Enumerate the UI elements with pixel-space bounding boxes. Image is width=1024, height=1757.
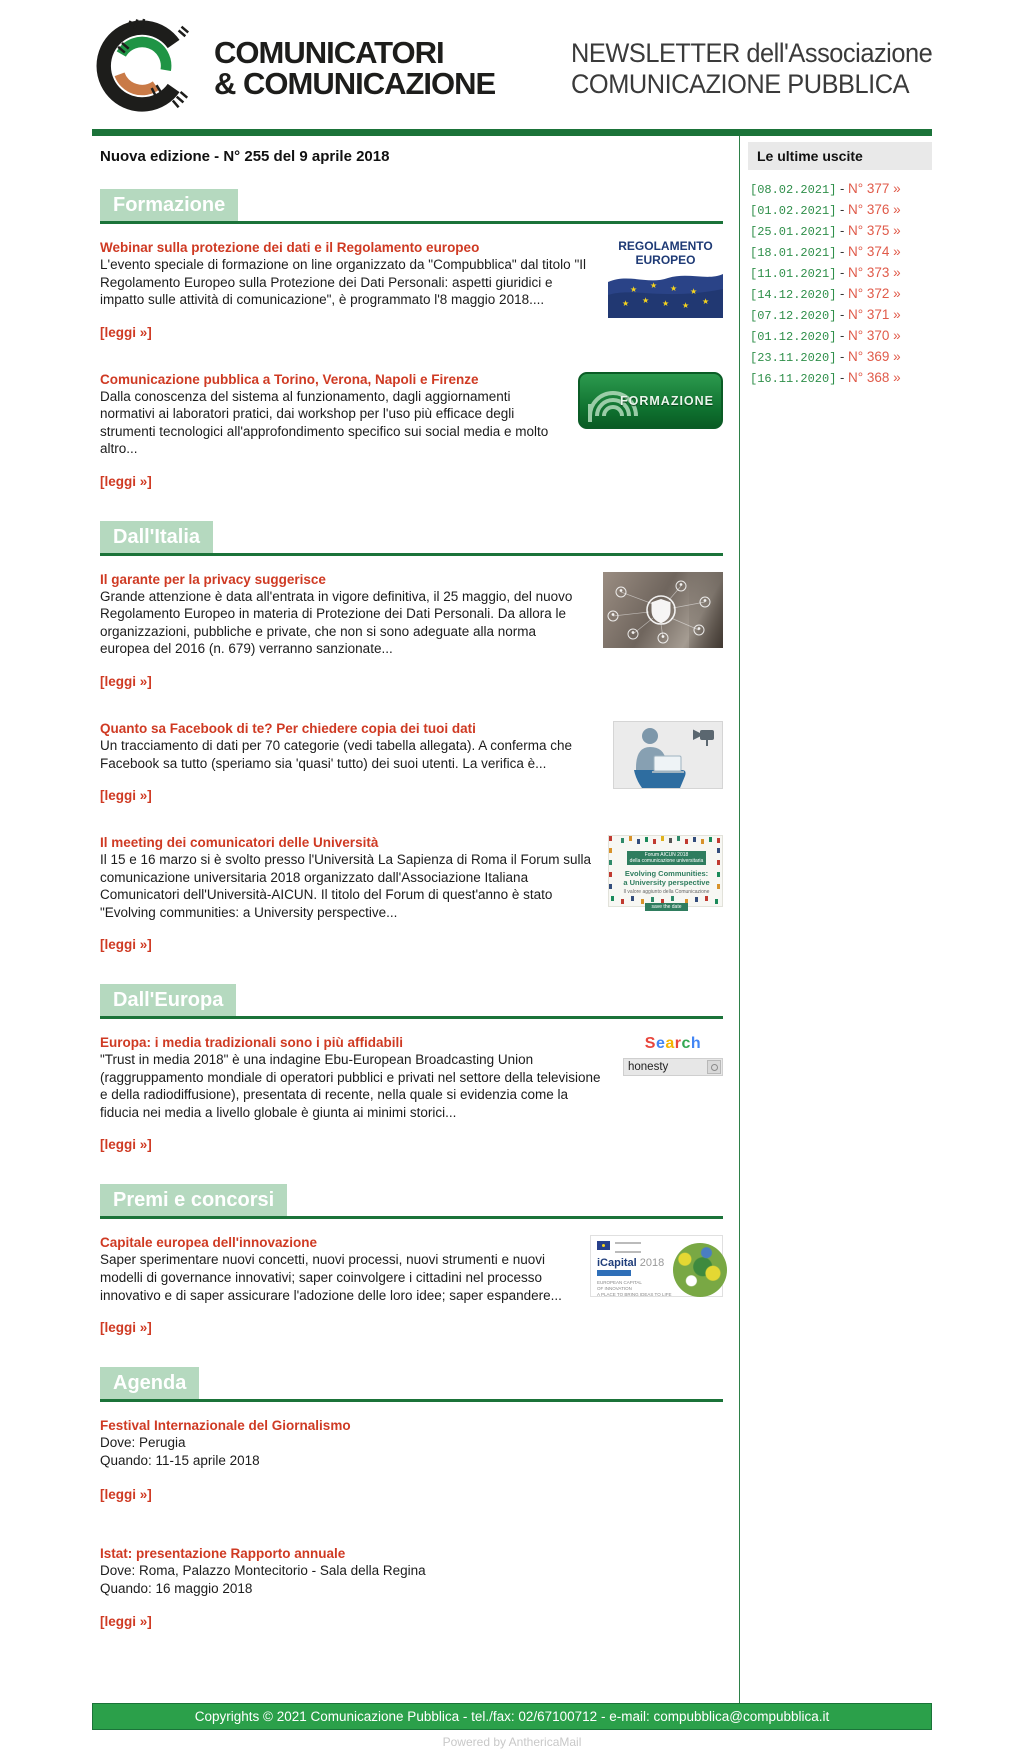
eu-flag-mini-icon xyxy=(597,1241,610,1250)
save-the-date-button: save the date xyxy=(645,903,687,911)
article-image-icapital[interactable] xyxy=(590,1235,723,1297)
issue-link[interactable]: N° 372 » xyxy=(847,286,901,301)
association-logo[interactable] xyxy=(92,18,198,119)
read-more-link[interactable]: [leggi »] xyxy=(100,674,152,690)
icapital-badge xyxy=(597,1270,631,1276)
person-laptop-camera-icon xyxy=(614,722,722,788)
section-header-dalleuropa xyxy=(100,984,723,1019)
issue-date: [11.01.2021] xyxy=(750,267,837,281)
issue-date: [25.01.2021] xyxy=(750,225,837,239)
privacy-network-icon xyxy=(603,572,723,648)
newsletter-title xyxy=(571,38,932,100)
issue-link[interactable]: N° 369 » xyxy=(847,349,901,364)
issue-link[interactable]: N° 370 » xyxy=(847,328,901,343)
issue-item: [23.11.2020] - N° 369 » xyxy=(750,349,901,365)
poster-badge: Forum AICUN 2018 della comunicazione universitaria xyxy=(627,851,707,865)
issue-link[interactable]: N° 375 » xyxy=(847,223,901,238)
article-image-search-honesty[interactable] xyxy=(623,1035,723,1085)
section-label: Dall'Europa xyxy=(100,984,236,1016)
read-more-link[interactable]: [leggi »] xyxy=(100,788,152,804)
regolamento-text-line1: REGOLAMENTO xyxy=(618,239,713,253)
poster-title: Evolving Communities: a University perspective xyxy=(623,869,710,887)
svg-text:★: ★ xyxy=(662,298,670,308)
svg-text:★: ★ xyxy=(682,300,690,310)
article-capitale-innovazione xyxy=(100,1235,723,1337)
issue-link[interactable]: N° 371 » xyxy=(847,307,901,322)
newsletter-line-1: NEWSLETTER dell'Associazione xyxy=(570,37,932,68)
edition-title: Nuova edizione - N° 255 del 9 aprile 2018 xyxy=(100,148,390,165)
article-image-aicun-poster[interactable] xyxy=(608,835,723,911)
article-image-regolamento-europeo[interactable] xyxy=(608,240,723,324)
event-location: Dove: Roma, Palazzo Montecitorio - Sala della Regina xyxy=(100,1562,426,1578)
svg-text:★: ★ xyxy=(670,283,678,293)
article-body: Saper sperimentare nuovi concetti, nuovi processi, nuovi strumenti e nuovi modelli di governance innovativi; saper coinvolgere i cittadini nel processo innovativo e di saper assicurare l'adozione delle loro idee; saper espandere... xyxy=(100,1252,562,1303)
section-header-premi-e-concorsi xyxy=(100,1184,723,1219)
search-query-text: honesty xyxy=(628,1061,669,1074)
sidebar-latest-issues xyxy=(740,136,932,1703)
article-body: Dalla conoscenza del sistema al funzionamento, dagli aggiornamenti normativi ai laboratori pratici, dai workshop per l'uso più efficace degli strumenti tecnologici all'approfondimento specifico sui social media e molto altro... xyxy=(100,388,549,457)
article-title[interactable]: Europa: i media tradizionali sono i più affidabili xyxy=(100,1035,404,1051)
header-divider-bar xyxy=(92,129,932,136)
read-more-link[interactable]: [leggi »] xyxy=(100,937,152,953)
issue-item: [08.02.2021] - N° 377 » xyxy=(750,181,901,197)
article-facebook-dati xyxy=(100,721,723,805)
read-more-link[interactable]: [leggi »] xyxy=(100,1137,152,1153)
city-map-circle-icon xyxy=(673,1243,727,1297)
issue-item: [11.01.2021] - N° 373 » xyxy=(750,265,901,281)
newsletter-page xyxy=(92,0,932,1757)
issue-link[interactable]: N° 374 » xyxy=(847,244,901,259)
article-webinar-protezione-dati xyxy=(100,240,723,342)
article-body: Un tracciamento di dati per 70 categorie (vedi tabella allegata). A conferma che Facebook sa tutto (speriamo sia 'quasi' tutto) dei suoi utenti. La verifica è... xyxy=(100,738,573,771)
issue-date: [23.11.2020] xyxy=(750,351,837,365)
section-header-agenda xyxy=(100,1367,723,1402)
issue-item: [14.12.2020] - N° 372 » xyxy=(750,286,901,302)
article-body: L'evento speciale di formazione on line organizzato da "Compubblica" dal titolo "Il Regolamento Europeo sulla Protezione dei Dati Personali: aspetti giuridici e impatto sulle attività di comunicazione", è programmato l'8 maggio 2018.... xyxy=(100,257,586,308)
brand-wordmark xyxy=(214,35,496,101)
issue-item: [25.01.2021] - N° 375 » xyxy=(750,223,901,239)
article-title[interactable]: Capitale europea dell'innovazione xyxy=(100,1235,318,1251)
section-label: Formazione xyxy=(100,189,238,221)
issue-link[interactable]: N° 373 » xyxy=(847,265,901,280)
event-date: Quando: 16 maggio 2018 xyxy=(100,1580,253,1596)
event-location: Dove: Perugia xyxy=(100,1435,186,1451)
svg-text:★: ★ xyxy=(650,280,658,290)
article-trust-in-media xyxy=(100,1035,723,1154)
svg-text:★: ★ xyxy=(622,298,630,308)
svg-text:★: ★ xyxy=(702,296,710,306)
newsletter-line-2: COMUNICAZIONE PUBBLICA xyxy=(570,68,909,99)
issue-date: [16.11.2020] xyxy=(750,372,837,386)
header xyxy=(92,0,932,129)
article-title[interactable]: Il meeting dei comunicatori delle Università xyxy=(100,835,379,851)
icapital-title: iCapital 2018 xyxy=(597,1257,665,1270)
commission-text-placeholder xyxy=(615,1242,641,1253)
search-logo: Search xyxy=(644,1035,702,1053)
brand-line-2: & COMUNICAZIONE xyxy=(214,65,496,101)
eu-flag-icon xyxy=(608,268,723,318)
section-header-formazione xyxy=(100,189,723,224)
article-meeting-universita xyxy=(100,835,723,954)
association-logo-icon xyxy=(92,18,198,114)
read-more-link[interactable]: [leggi »] xyxy=(100,473,152,489)
read-more-link[interactable]: [leggi »] xyxy=(100,1614,152,1629)
article-comunicazione-pubblica-citta xyxy=(100,372,723,491)
issue-date: [01.12.2020] xyxy=(750,330,837,344)
search-magnifier-button[interactable] xyxy=(707,1060,721,1074)
issue-link[interactable]: N° 368 » xyxy=(847,370,901,385)
issue-item: [01.12.2020] - N° 370 » xyxy=(750,328,901,344)
article-garante-privacy xyxy=(100,572,723,691)
article-title[interactable]: Webinar sulla protezione dei dati e il Regolamento europeo xyxy=(100,240,480,255)
issue-date: [07.12.2020] xyxy=(750,309,837,323)
svg-text:★: ★ xyxy=(690,286,698,296)
powered-by: Powered by AnthericaMail xyxy=(442,1735,582,1749)
event-festival-giornalismo xyxy=(100,1418,723,1503)
read-more-link[interactable]: [leggi »] xyxy=(100,324,152,340)
article-title[interactable]: Il garante per la privacy suggerisce xyxy=(100,571,326,587)
read-more-link[interactable]: [leggi »] xyxy=(100,1320,152,1336)
article-body: Grande attenzione è data all'entrata in vigore definitiva, il 25 maggio, del nuovo Regolamento Europeo in materia di Protezione dei Dati Personali. Da allora le organizzazioni, pubbliche e private, che non si sono adeguate alla norma europea del 2016 (n. 679) verranno sanzionate... xyxy=(100,588,573,657)
issue-item: [18.01.2021] - N° 374 » xyxy=(750,244,901,260)
issue-date: [08.02.2021] xyxy=(750,183,837,197)
sidebar-title: Le ultime uscite xyxy=(748,142,932,170)
issue-item: [01.02.2021] - N° 376 » xyxy=(750,202,901,218)
issue-item: [16.11.2020] - N° 368 » xyxy=(750,370,901,386)
section-label: Premi e concorsi xyxy=(100,1184,287,1216)
article-body: "Trust in media 2018" è una indagine Ebu-European Broadcasting Union (raggruppamento mondiale di operatori pubblici e privati nel settore della televisione e della radiodiffusione), presentata di recente, nella quale si evidenzia come la fiducia nei media a livello globale è giunta ai minimi storici... xyxy=(100,1052,601,1120)
poster-subtitle: Il valore aggiunto della Comunicazione xyxy=(623,889,710,896)
footer-copyright-bar: Copyrights © 2021 Comunicazione Pubblica - tel./fax: 02/67100712 - e-mail: compubblica@compubblica.it xyxy=(92,1703,932,1730)
issue-item: [07.12.2020] - N° 371 » xyxy=(750,307,901,323)
section-label: Agenda xyxy=(100,1367,199,1399)
brand-line-1: COMUNICATORI xyxy=(214,35,444,71)
article-body: Il 15 e 16 marzo si è svolto presso l'Università La Sapienza di Roma il Forum sulla comunicazione universitaria 2018 organizzato dall'Associazione Italiana Comunicatori dell'Università-AICUN. Il titolo del Forum di quest'anno è stato "Evolving communities: a University perspective... xyxy=(100,852,592,920)
svg-text:★: ★ xyxy=(642,295,650,305)
article-image-privacy-shield[interactable] xyxy=(603,572,723,648)
issue-date: [18.01.2021] xyxy=(750,246,837,260)
article-image-formazione-button[interactable] xyxy=(578,372,723,429)
formazione-button-label: FORMAZIONE xyxy=(620,393,715,408)
issue-link[interactable]: N° 377 » xyxy=(847,181,901,196)
event-title[interactable]: Istat: presentazione Rapporto annuale xyxy=(100,1545,346,1561)
article-title[interactable]: Comunicazione pubblica a Torino, Verona, Napoli e Firenze xyxy=(100,371,479,387)
event-title[interactable]: Festival Internazionale del Giornalismo xyxy=(100,1418,351,1434)
issue-date: [14.12.2020] xyxy=(750,288,837,302)
issue-link[interactable]: N° 376 » xyxy=(847,202,901,217)
section-header-dallitalia xyxy=(100,521,723,556)
article-image-facebook-surveillance[interactable] xyxy=(613,721,723,789)
event-date: Quando: 11-15 aprile 2018 xyxy=(100,1453,260,1469)
article-title[interactable]: Quanto sa Facebook di te? Per chiedere copia dei tuoi dati xyxy=(100,721,476,737)
icapital-tagline: EUROPEAN CAPITAL OF INNOVATION A PLACE TO BRING IDEAS TO LIFE xyxy=(597,1280,672,1298)
crowd-dots-decoration xyxy=(609,836,612,841)
section-label: Dall'Italia xyxy=(100,521,213,553)
svg-text:★: ★ xyxy=(630,284,638,294)
read-more-link[interactable]: [leggi »] xyxy=(100,1486,152,1502)
search-input[interactable] xyxy=(623,1058,723,1076)
event-istat-rapporto xyxy=(100,1546,723,1631)
issue-date: [01.02.2021] xyxy=(750,204,837,218)
regolamento-text-line2: EUROPEO xyxy=(635,252,696,267)
main-column xyxy=(92,136,740,1703)
